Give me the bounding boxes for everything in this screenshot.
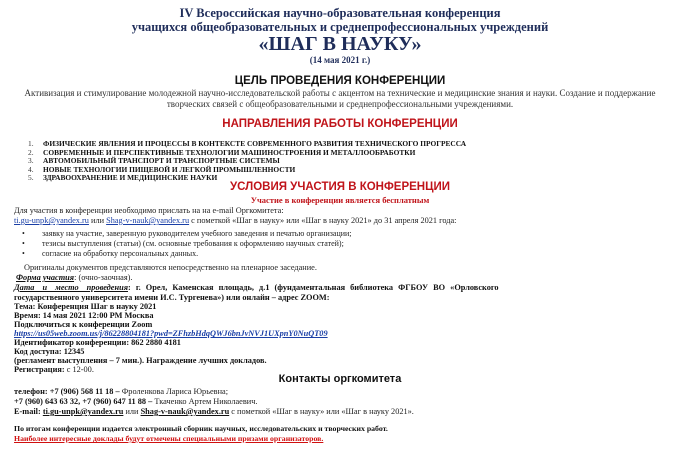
venue-line-1 bbox=[14, 283, 499, 293]
contact-emails bbox=[14, 407, 414, 417]
form-label: Форма участия bbox=[16, 273, 75, 282]
requirement-item: • заявку на участие, заверенную руководителем учебного заведения и печатью организации; bbox=[22, 229, 352, 239]
free-participation-note: Участие в конференции является бесплатным bbox=[250, 195, 430, 205]
contact-person-2: Ткаченко Артем Николаевич. bbox=[154, 397, 258, 406]
prizes-note: Наиболее интересные доклады будут отмечены специальными призами организаторов. bbox=[14, 434, 324, 443]
email-label: E-mail: bbox=[14, 407, 43, 416]
direction-number: 5. bbox=[28, 173, 34, 183]
venue-label: Дата и место проведения bbox=[14, 283, 128, 292]
contact-phone-2 bbox=[14, 397, 257, 407]
conference-date: (14 мая 2021 г.) bbox=[309, 55, 371, 65]
phone-number-2: +7 (960) 643 63 32, +7 (960) 647 11 88 – bbox=[14, 397, 155, 406]
proceedings-note: По итогам конференции издается электронный сборник научных, исследовательских и творческих работ. bbox=[14, 424, 388, 433]
phone-label: телефон: bbox=[14, 387, 48, 396]
zoom-topic: Тема: Конференция Шаг в науку 2021 bbox=[14, 302, 157, 311]
direction-number: 2. bbox=[28, 147, 34, 157]
conditions-heading: УСЛОВИЯ УЧАСТИЯ В КОНФЕРЕНЦИИ bbox=[229, 181, 451, 193]
phone-number-1: +7 (906) 568 11 18 – bbox=[47, 387, 122, 396]
contact-email-link-tigu[interactable]: ti.gu-unpk@yandex.ru bbox=[42, 407, 124, 416]
zoom-link[interactable]: https://us05web.zoom.us/j/86228804181?pwd=ZFhzbHdqQWJ6bnJvNVJ1UXpnY0NuQT09 bbox=[14, 329, 328, 338]
requirements-list bbox=[22, 229, 352, 259]
requirement-item: • тезисы выступления (статьи) (см. основные требования к оформлению научных статей); bbox=[22, 239, 352, 249]
header-line-1: IV Всероссийская научно-образовательная конференция bbox=[179, 6, 501, 20]
direction-number: 1. bbox=[28, 139, 34, 148]
directions-list bbox=[28, 140, 466, 183]
direction-number: 4. bbox=[28, 164, 34, 174]
zoom-access-code: Код доступа: 12345 bbox=[14, 347, 85, 356]
email-suffix: с пометкой «Шаг в науку» или «Шаг в науку 2021» до 31 апреля 2021 года: bbox=[189, 216, 457, 225]
direction-number: 3. bbox=[28, 156, 34, 166]
goal-text: Активизация и стимулирование молодежной научно-исследовательской работы с акцентом на технические и медицинские знания и науки. Создание и поддержание творческих связей с общеобразовательными и среднепрофессиональными учреждениями. bbox=[24, 88, 656, 109]
email-link-shag[interactable]: Shag-v-nauk@yandex.ru bbox=[106, 216, 190, 225]
submission-emails bbox=[14, 216, 456, 226]
zoom-conference-id: Идентификатор конференции: 862 2880 4181 bbox=[14, 338, 181, 347]
contact-email-suffix: с пометкой «Шаг в науку» или «Шаг в науку 2021». bbox=[229, 407, 414, 416]
zoom-connect-label: Подключиться к конференции Zoom bbox=[14, 320, 153, 329]
requirement-item: • согласие на обработку персональных данных. bbox=[22, 249, 352, 259]
contact-phone-1 bbox=[14, 387, 228, 397]
email-link-tigu[interactable]: ti.gu-unpk@yandex.ru bbox=[14, 216, 89, 225]
or-text: или bbox=[88, 216, 107, 225]
direction-text: АВТОМОБИЛЬНЫЙ ТРАНСПОРТ И ТРАНСПОРТНЫЕ СИСТЕМЫ bbox=[43, 156, 280, 166]
direction-text: СОВРЕМЕННЫЕ И ПЕРСПЕКТИВНЫЕ ТЕХНОЛОГИИ МАШИНОСТРОЕНИЯ И МЕТАЛЛООБРАБОТКИ bbox=[43, 147, 416, 157]
submission-intro: Для участия в конференции необходимо прислать на на e-mail Оргкомитета: bbox=[14, 206, 284, 215]
zoom-time: Время: 14 мая 2021 12:00 PM Москва bbox=[14, 311, 154, 320]
venue-line-2: государственного университета имени И.С. Тургенева») или онлайн – адрес ZOOM: bbox=[14, 293, 330, 302]
participation-form bbox=[16, 273, 133, 283]
header-line-2: учащихся общеобразовательных и среднепрофессиональных учреждений bbox=[131, 20, 549, 34]
direction-text: НОВЫЕ ТЕХНОЛОГИИ ПИЩЕВОЙ И ЛЕГКОЙ ПРОМЫШЛЕННОСТИ bbox=[43, 164, 296, 174]
originals-note: Оригиналы документов представляются непосредственно на пленарное заседание. bbox=[24, 263, 317, 272]
contacts-heading: Контакты оргкомитета bbox=[278, 373, 402, 385]
presentation-rules: (регламент выступления – 7 мин.). Награждение лучших докладов. bbox=[14, 356, 267, 365]
conference-title: «ШАГ В НАУКУ» bbox=[258, 33, 422, 55]
contact-or-text: или bbox=[123, 407, 141, 416]
venue-text-1: : г. Орел, Каменская площадь, д.1 (фундаментальная библиотека ФГБОУ ВО «Орловского bbox=[127, 283, 499, 292]
contact-email-link-shag[interactable]: Shag-v-nauk@yandex.ru bbox=[140, 407, 230, 416]
contact-person-1: Фроленкова Лариса Юрьевна; bbox=[121, 387, 229, 396]
goal-heading: ЦЕЛЬ ПРОВЕДЕНИЯ КОНФЕРЕНЦИИ bbox=[234, 75, 446, 87]
direction-text: ЗДРАВООХРАНЕНИЕ И МЕДИЦИНСКИЕ НАУКИ bbox=[43, 173, 218, 183]
registration-label: Регистрация: bbox=[14, 365, 65, 374]
registration-value: с 12-00. bbox=[64, 365, 94, 374]
directions-heading: НАПРАВЛЕНИЯ РАБОТЫ КОНФЕРЕНЦИИ bbox=[222, 118, 458, 130]
direction-text: ФИЗИЧЕСКИЕ ЯВЛЕНИЯ И ПРОЦЕССЫ В КОНТЕКСТЕ СОВРЕМЕННОГО РАЗВИТИЯ ТЕХНИЧЕСКОГО ПРОГРЕССА bbox=[43, 139, 467, 148]
form-value: : (очно-заочная). bbox=[74, 273, 133, 282]
